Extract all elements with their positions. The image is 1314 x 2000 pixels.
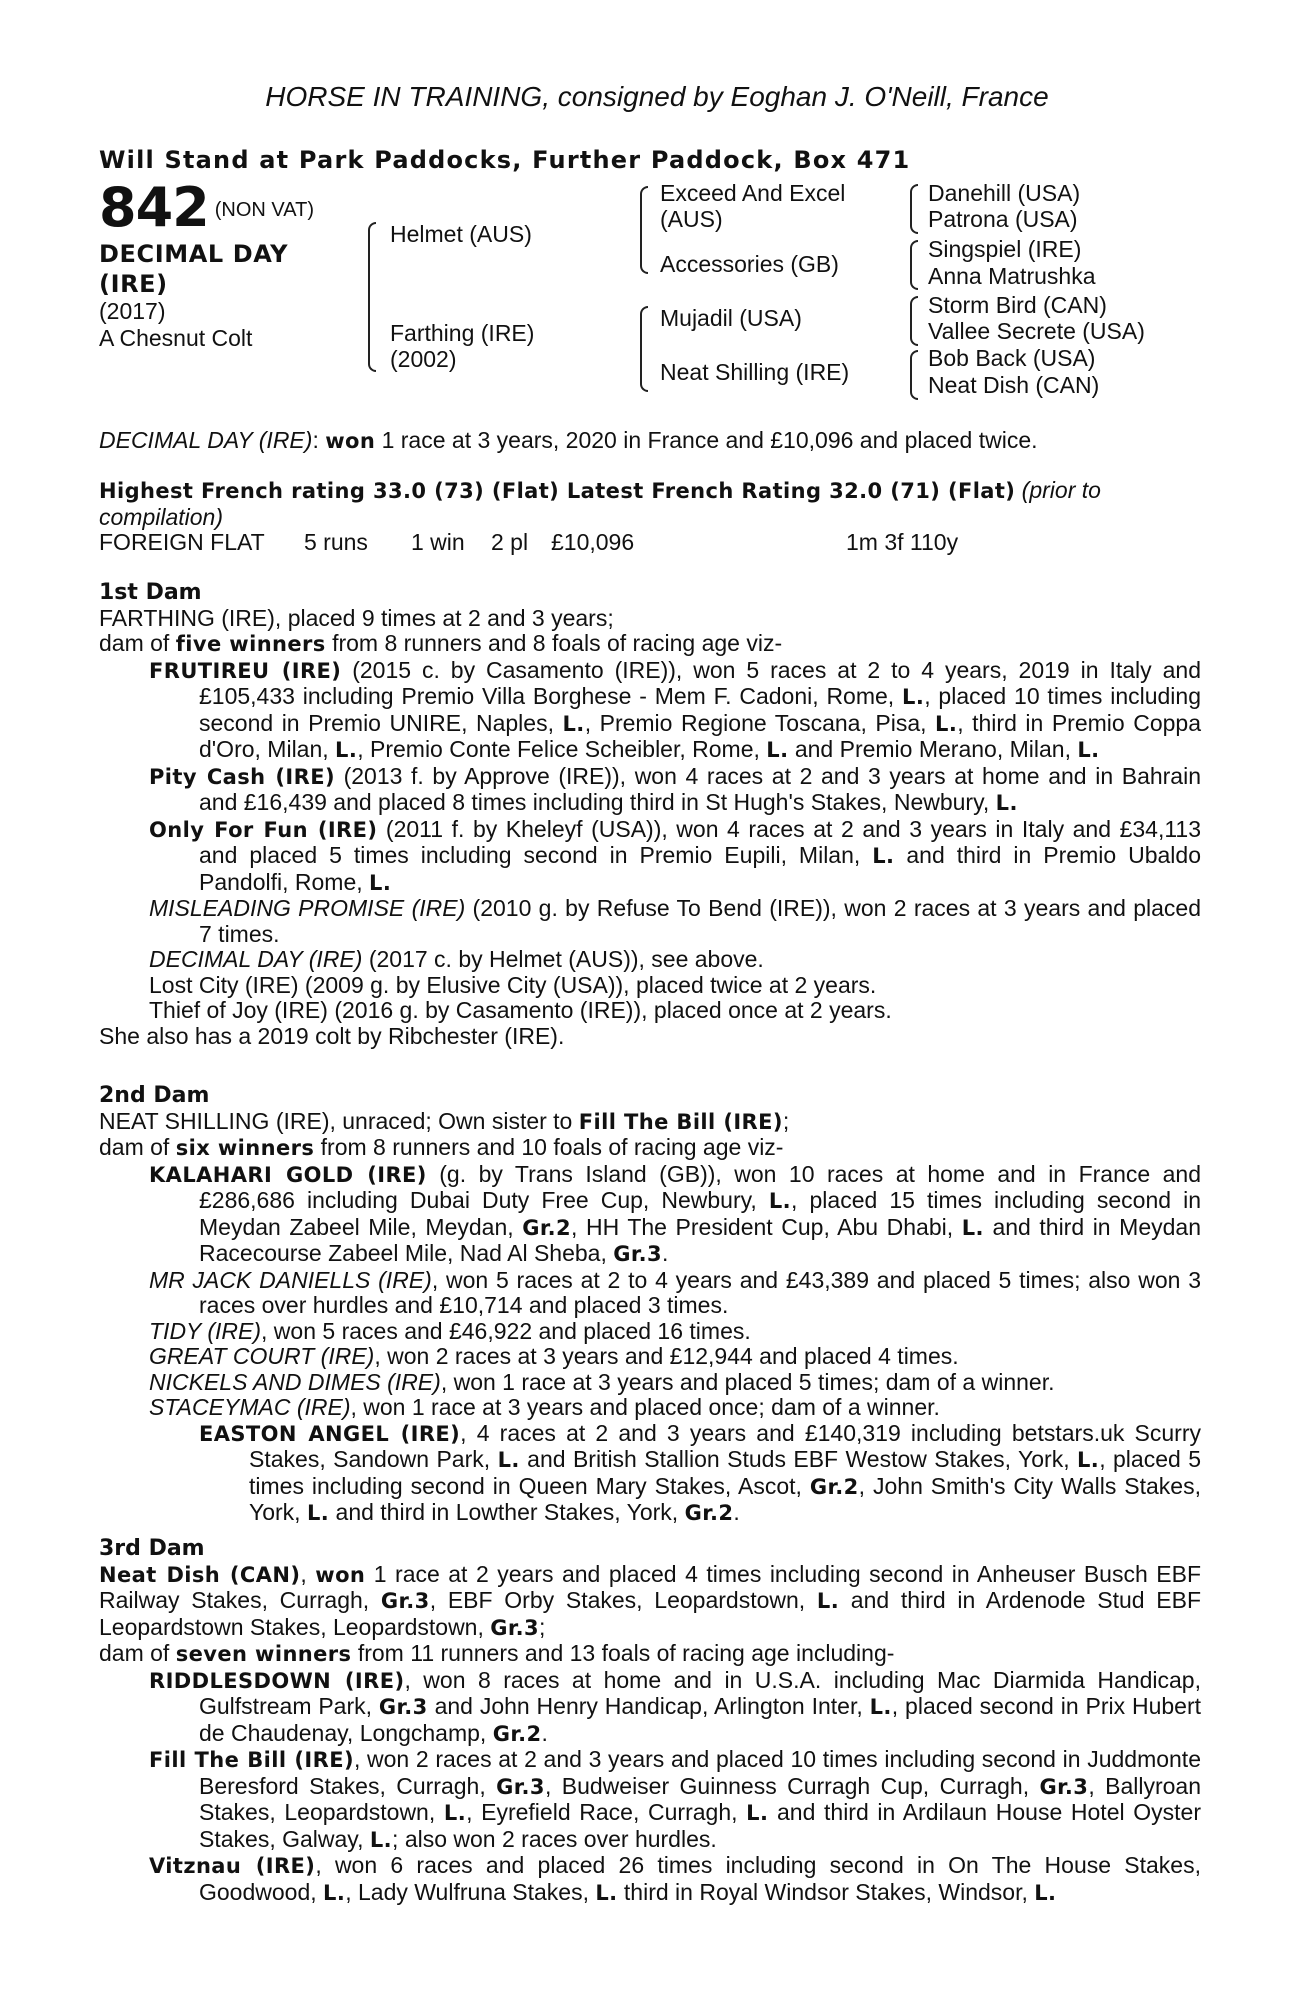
pedigree-dam: Farthing (IRE) (390, 320, 535, 346)
produce-entry: KALAHARI GOLD (IRE) (g. by Trans Island (GB)), won 10 races at home and in France and £286,686 including Dubai Duty Free Cup, Newbury, L., placed 15 times including second in Meydan Zabeel Mile, Meydan, Gr.2, HH The President Cup, Abu Dhabi, L. and third in Meydan Racecourse Zabeel Mile, Nad Al Sheba, Gr.3. (149, 1160, 1202, 1266)
form-placed: 2 pl (491, 529, 529, 555)
winners-count: five winners (175, 632, 326, 656)
lot-block (99, 178, 339, 352)
pedigree-sire-sire: Exceed And Excel (660, 180, 846, 206)
produce-entry: Fill The Bill (IRE), won 2 races at 2 and 3 years and placed 10 times including second in Juddmonte Beresford Stakes, Curragh, Gr.3, Budweiser Guinness Curragh Cup, Curragh, Gr.3, Ballyroan Stakes, Leopardstown, L., Eyrefield Race, Curragh, L. and third in Ardilaun House Hotel Oyster Stakes, Galway, L.; also won 2 races over hurdles. (149, 1746, 1201, 1852)
third-dam-heading: 3rd Dam (99, 1536, 205, 1561)
third-dam-produce: dam of seven winners from 11 runners and 13 foals of racing age including- (99, 1640, 895, 1666)
summary-text: 1 race at 3 years, 2020 in France and £10,096 and placed twice. (375, 427, 1038, 453)
pedigree-brace (910, 184, 918, 234)
pedigree-brace (368, 222, 376, 372)
produce-entry: MR JACK DANIELLS (IRE), won 5 races at 2 to 4 years and £43,389 and placed 5 times; also won 3 races over hurdles and £10,714 and placed 3 times. (149, 1266, 1201, 1318)
produce-entry: TIDY (IRE), won 5 races and £46,922 and placed 16 times. (149, 1317, 751, 1344)
produce-entry: DECIMAL DAY (IRE) (2017 c. by Helmet (AUS)), see above. (149, 946, 764, 972)
produce-name: Vitznau (IRE) (149, 1854, 316, 1878)
pedigree-sire: Helmet (AUS) (390, 221, 532, 247)
produce-entry: STACEYMAC (IRE), won 1 race at 3 years and placed once; dam of a winner. (149, 1394, 940, 1420)
produce-entry: NICKELS AND DIMES (IRE), won 1 race at 3 years and placed 5 times; dam of a winner. (149, 1368, 1055, 1395)
first-dam-footnote: She also has a 2019 colt by Ribchester (IRE). (99, 1022, 565, 1049)
pedigree-brace (640, 186, 648, 274)
produce-name: FRUTIREU (IRE) (149, 658, 342, 683)
horse-name-country: (IRE) (99, 270, 168, 298)
form-runs: 5 runs (304, 529, 368, 555)
produce-entry: Lost City (IRE) (2009 g. by Elusive City (USA)), placed twice at 2 years. (149, 971, 877, 998)
second-dam-intro: NEAT SHILLING (IRE), unraced; Own sister to Fill The Bill (IRE); (99, 1107, 790, 1134)
pedigree-dam-sire: Mujadil (USA) (660, 305, 802, 331)
pedigree-brace (640, 306, 648, 392)
summary-horse-name: DECIMAL DAY (IRE) (99, 427, 313, 453)
produce-name: MR JACK DANIELLS (IRE) (149, 1266, 432, 1293)
first-dam-section (99, 580, 1201, 1049)
winners-count: seven winners (175, 1642, 352, 1666)
produce-entry: Thief of Joy (IRE) (2016 g. by Casamento (IRE)), placed once at 2 years. (149, 997, 892, 1023)
pedigree-dam-year: (2002) (390, 346, 457, 372)
produce-entry: FRUTIREU (IRE) (2015 c. by Casamento (IRE)), won 5 races at 2 to 4 years, 2019 in Italy and £105,433 including Premio Villa Borghese - Mem F. Cadoni, Rome, L., placed 10 times including second in Premio UNIRE, Naples, L., Premio Regione Toscana, Pisa, L., third in Premio Coppa d'Oro, Milan, L., Premio Conte Felice Scheibler, Rome, L. and Premio Merano, Milan, L. (149, 656, 1201, 762)
pedigree-brace (910, 350, 918, 400)
second-dam-produce: dam of six winners from 8 runners and 10 foals of racing age viz- (99, 1134, 784, 1160)
form-distance: 1m 3f 110y (846, 529, 959, 555)
first-dam-intro: FARTHING (IRE), placed 9 times at 2 and 3 years; (99, 604, 614, 631)
produce-name: Pity Cash (IRE) (149, 764, 335, 789)
form-label: FOREIGN FLAT (99, 529, 265, 555)
pedigree-ds-dam: Vallee Secrete (USA) (928, 318, 1145, 344)
summary-won: won (325, 429, 376, 453)
produce-name: NICKELS AND DIMES (IRE) (149, 1368, 441, 1395)
produce-name: KALAHARI GOLD (IRE) (149, 1162, 427, 1187)
rating-headline: Highest French rating 33.0 (73) (Flat) Latest French Rating 32.0 (71) (Flat) (99, 479, 1016, 503)
produce-entry: GREAT COURT (IRE), won 2 races at 3 years and £12,944 and placed 4 times. (149, 1343, 959, 1369)
produce-name: MISLEADING PROMISE (IRE) (149, 895, 466, 921)
produce-entry: RIDDLESDOWN (IRE), won 8 races at home and in U.S.A. including Mac Diarmida Handicap, Gulfstream Park, Gr.3 and John Henry Handicap, Arlington Inter, L., placed second in Prix Hubert de Chaudenay, Longchamp, Gr.2. (149, 1666, 1202, 1746)
produce-entry: EASTON ANGEL (IRE), 4 races at 2 and 3 years and £140,319 including betstars.uk Scurry Stakes, Sandown Park, L. and British Stallion Studs EBF Westow Stakes, York, L., placed 5 times including second in Queen Mary Stakes, Ascot, Gr.2, John Smith's City Walls Stakes, York, L. and third in Lowther Stakes, York, Gr.2. (199, 1419, 1201, 1525)
pedigree-ss-sire: Danehill (USA) (928, 180, 1081, 206)
pedigree-sire-dam: Accessories (GB) (660, 251, 839, 277)
produce-name: STACEYMAC (IRE) (149, 1394, 351, 1420)
produce-entry: Only For Fun (IRE) (2011 f. by Kheleyf (USA)), won 4 races at 2 and 3 years in Italy and £34,113 and placed 5 times including second in Premio Eupili, Milan, L. and third in Premio Ubaldo Pandolfi, Rome, L. (149, 815, 1202, 895)
pedigree-brace (910, 296, 918, 346)
third-dam-intro: Neat Dish (CAN), won 1 race at 2 years and placed 4 times including second in Anheuser Busch EBF Railway Stakes, Curragh, Gr.3, EBF Orby Stakes, Leopardstown, L. and third in Ardenode Stud EBF Leopardstown Stakes, Leopardstown, Gr.3; (99, 1560, 1201, 1640)
produce-name: Fill The Bill (IRE) (149, 1748, 354, 1772)
lot-number: 842 (99, 176, 209, 239)
produce-entry: Pity Cash (IRE) (2013 f. by Approve (IRE)), won 4 races at 2 and 3 years at home and in Bahrain and £16,439 and placed 8 times including third in St Hugh's Stakes, Newbury, L. (149, 762, 1202, 815)
produce-name: RIDDLESDOWN (IRE) (149, 1668, 405, 1693)
produce-name: Only For Fun (IRE) (149, 817, 378, 842)
form-row (99, 530, 1201, 556)
pedigree-dd-sire: Bob Back (USA) (928, 345, 1096, 371)
winners-count: six winners (175, 1136, 315, 1160)
rating-section (99, 478, 1201, 556)
pedigree-sd-sire: Singspiel (IRE) (928, 236, 1082, 262)
horse-name: DECIMAL DAY (99, 240, 289, 268)
second-dam-section (99, 1083, 1201, 1527)
pedigree-ds-sire: Storm Bird (CAN) (928, 292, 1107, 318)
pedigree-brace (910, 240, 918, 290)
second-dam-heading: 2nd Dam (99, 1083, 210, 1108)
horse-description: A Chesnut Colt (99, 325, 253, 351)
produce-entry: Vitznau (IRE), won 6 races and placed 26 times including second in On The House Stakes, Goodwood, L., Lady Wulfruna Stakes, L. third in Royal Windsor Stakes, Windsor, L. (149, 1852, 1201, 1905)
race-summary: DECIMAL DAY (IRE): won 1 race at 3 years, 2020 in France and £10,096 and placed twice. (99, 427, 1038, 453)
produce-name: TIDY (IRE) (149, 1317, 262, 1344)
form-wins: 1 win (411, 529, 465, 555)
pedigree-dd-dam: Neat Dish (CAN) (928, 372, 1100, 398)
stand-location: Will Stand at Park Paddocks, Further Paddock, Box 471 (99, 146, 911, 174)
produce-entry: MISLEADING PROMISE (IRE) (2010 g. by Refuse To Bend (IRE)), won 2 races at 3 years and placed 7 times. (149, 895, 1202, 947)
third-dam-section (99, 1536, 1201, 1906)
foaling-year: (2017) (99, 298, 166, 324)
produce-name: DECIMAL DAY (IRE) (149, 946, 363, 972)
rating-note: (prior to compilation) (99, 477, 1101, 530)
pedigree-sd-dam: Anna Matrushka (928, 263, 1096, 289)
pedigree-dam-dam: Neat Shilling (IRE) (660, 359, 850, 385)
first-dam-produce: dam of five winners from 8 runners and 8 foals of racing age viz- (99, 630, 783, 656)
first-dam-heading: 1st Dam (99, 580, 202, 605)
produce-name: EASTON ANGEL (IRE) (199, 1421, 461, 1446)
page-title: HORSE IN TRAINING, consigned by Eoghan J. O'Neill, France (265, 81, 1049, 112)
produce-name: GREAT COURT (IRE) (149, 1343, 375, 1369)
vat-status: (NON VAT) (214, 199, 314, 221)
pedigree-sire-sire-country: (AUS) (660, 206, 723, 232)
form-earnings: £10,096 (551, 529, 635, 555)
pedigree-ss-dam: Patrona (USA) (928, 206, 1078, 232)
